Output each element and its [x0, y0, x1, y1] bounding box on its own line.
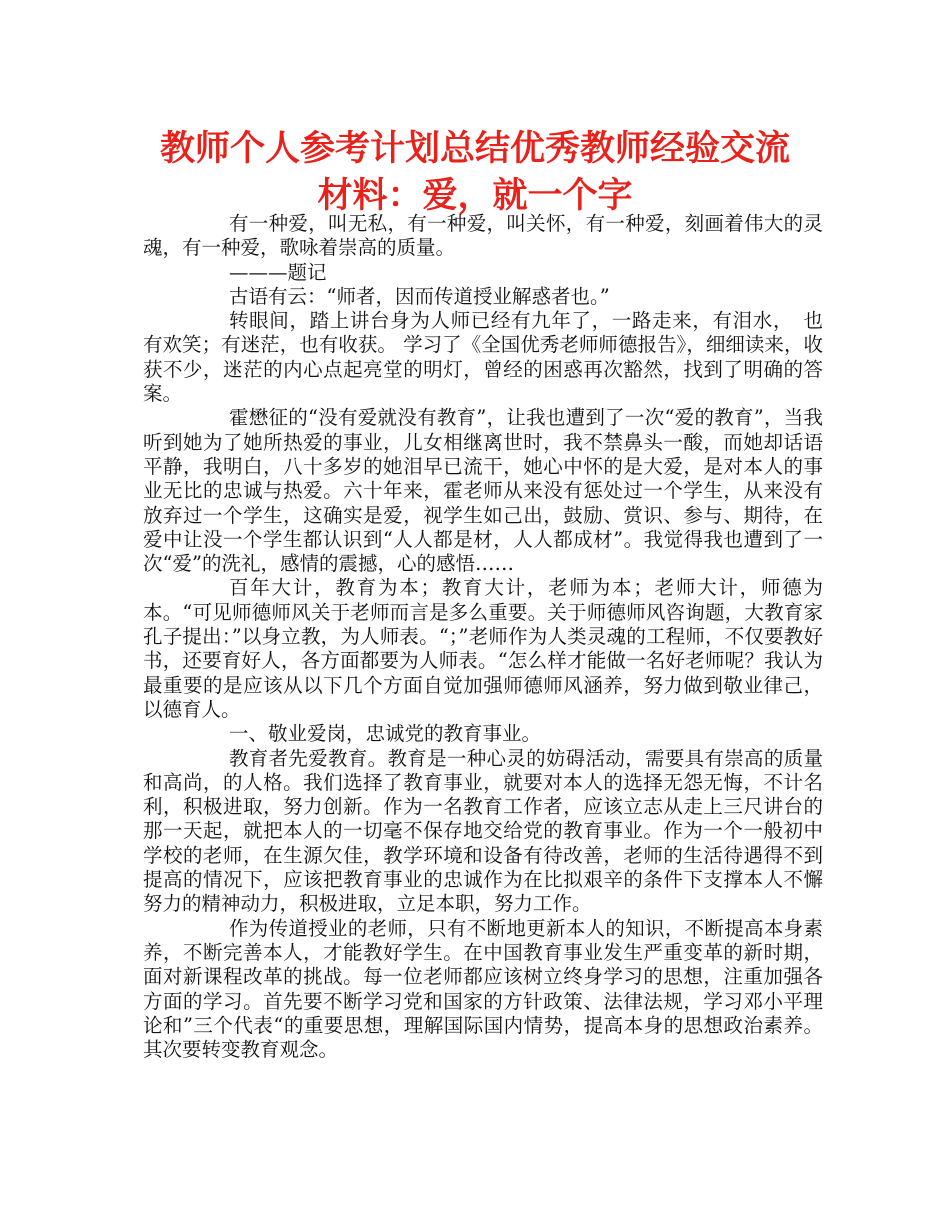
paragraph-epigraph-attribution: ———题记 — [229, 260, 327, 284]
paragraph: 作为传道授业的老师，只有不断地更新本人的知识，不断提高本身素养，不断完善本人，才能教好学生。在中国教育事业发生严重变革的新时期，面对新课程改革的挑战。每一位老师都应该树立终身学习的思想，注重加强各方面的学习。首先要不断学习党和国家的方针政策、法律法规，学习邓小平理论和”三个代表“的重要思想，理解国际国内情势，提高本身的思想政治素养。其次要转变教育观念。 — [143, 916, 823, 1062]
paragraph-epigraph: 有一种爱，叫无私，有一种爱，叫关怀，有一种爱，刻画着伟大的灵魂，有一种爱，歌咏着崇高的质量。 — [143, 212, 823, 260]
paragraph-quote: 古语有云：“师者，因而传道授业解惑者也。” — [229, 284, 610, 308]
document-body — [143, 212, 823, 1062]
section-heading: 一、敬业爱岗，忠诚党的教育事业。 — [229, 722, 542, 746]
paragraph: 霍懋征的“没有爱就没有教育”，让我也遭到了一次“爱的教育”，当我听到她为了她所热爱的事业，儿女相继离世时，我不禁鼻头一酸，而她却话语平静，我明白，八十多岁的她泪早已流干，她心中怀的是大爱，是对本人的事业无比的忠诚与热爱。六十年来，霍老师从来没有惩处过一个学生，从来没有放弃过一个学生，这确实是爱，视学生如己出，鼓励、赏识、参与、期待，在爱中让没一个学生都认识到“人人都是材，人人都成材”。我觉得我也遭到了一次“爱”的洗礼，感情的震撼，心的感悟…… — [143, 406, 823, 576]
document-title-line-1: 教师个人参考计划总结优秀教师经验交流 — [159, 129, 790, 169]
paragraph: 百年大计，教育为本；教育大计，老师为本；老师大计，师德为本。“可见师德师风关于老师而言是多么重要。关于师德师风咨询题，大教育家孔子提出：”以身立教，为人师表。“；”老师作为人类灵魂的工程师，不仅要教好书，还要育好人，各方面都要为人师表。“怎么样才能做一名好老师呢？我认为最重要的是应该从以下几个方面自觉加强师德师风涵养，努力做到敬业律己，以德育人。 — [143, 576, 823, 721]
document-title-line-2: 材料：爱，就一个字 — [317, 176, 633, 216]
paragraph: 教育者先爱教育。教育是一种心灵的妨碍活动，需要具有崇高的质量和高尚，的人格。我们选择了教育事业，就要对本人的选择无怨无悔，不计名利，积极进取，努力创新。作为一名教育工作者，应该立志从走上三尺讲台的那一天起，就把本人的一切毫不保存地交给党的教育事业。作为一个一般初中学校的老师，在生源欠佳，教学环境和设备有待改善，老师的生活待遇得不到提高的情况下，应该把教育事业的忠诚作为在比拟艰辛的条件下支撑本人不懈努力的精神动力，积极进取，立足本职，努力工作。 — [143, 746, 823, 916]
paragraph: 转眼间，踏上讲台身为人师已经有九年了，一路走来，有泪水， 也有欢笑；有迷茫，也有收获。 学习了《全国优秀老师师德报告》，细细读来，收获不少，迷茫的内心点起亮堂的明灯，曾经的困惑再次豁然，找到了明确的答案。 — [143, 309, 823, 406]
